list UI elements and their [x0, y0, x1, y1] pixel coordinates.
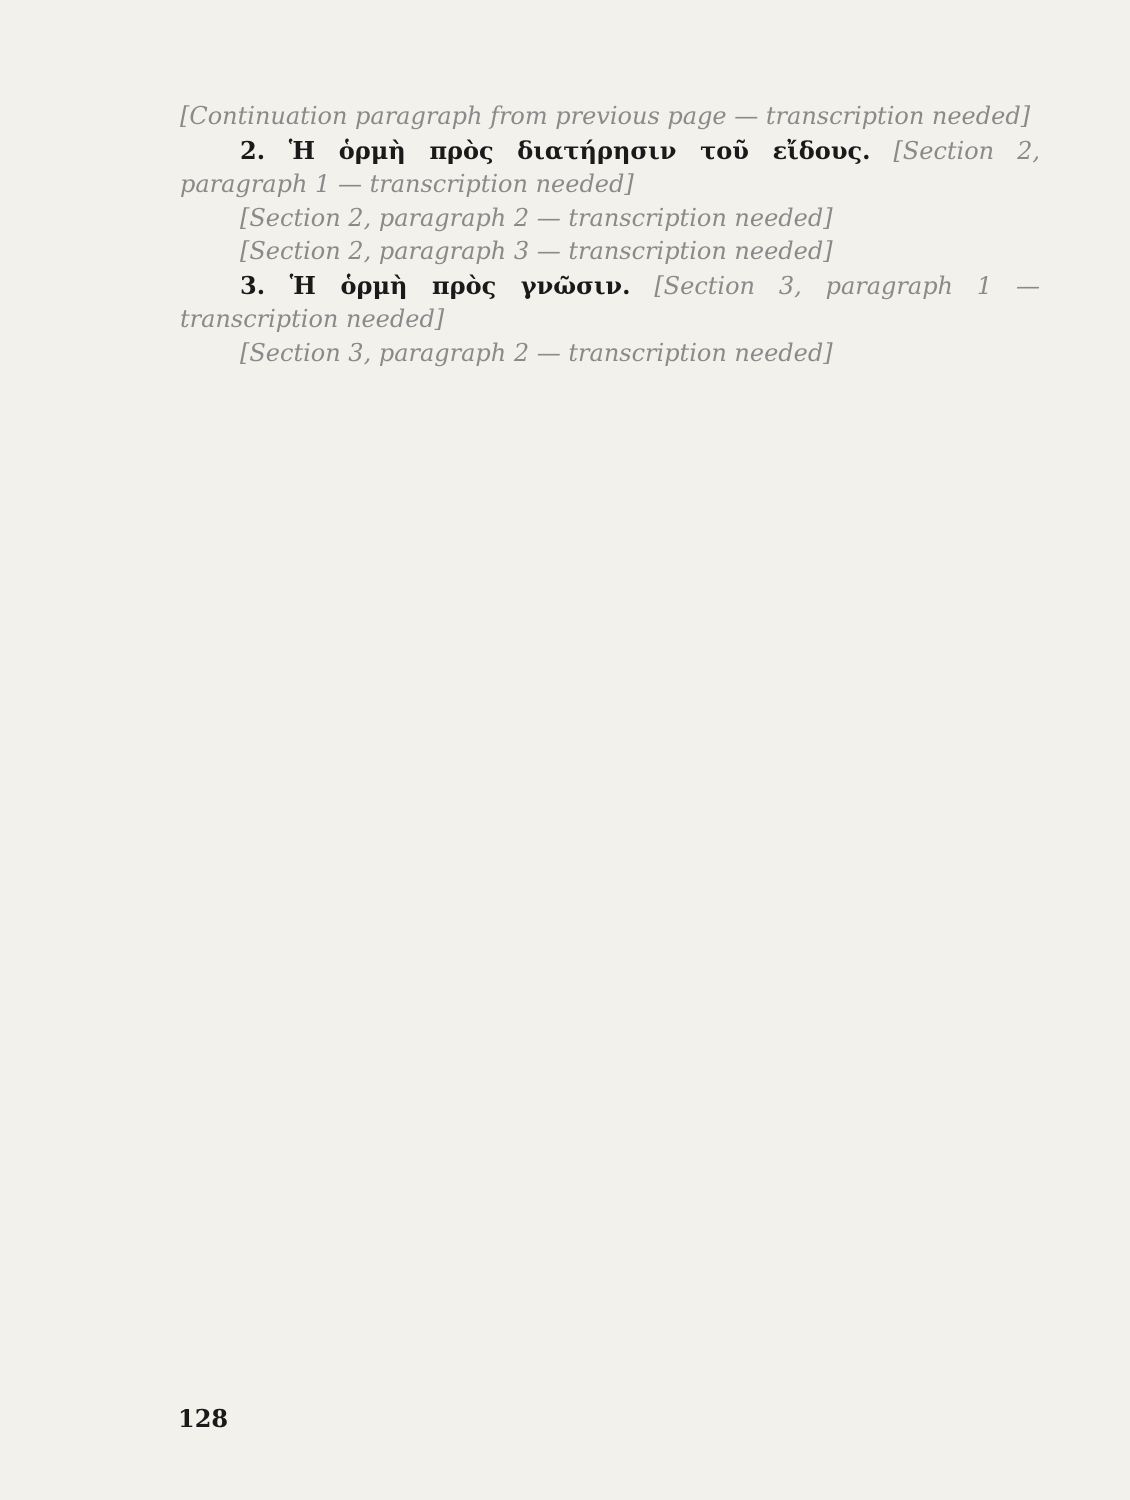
page-number: 128 [178, 1404, 229, 1433]
section-2-paragraph-1: 2. Ἡ ὁρμὴ πρὸς διατήρησιν τοῦ εἴδους. [Section 2, paragraph 1 — transcription needed] [180, 135, 1040, 198]
section-2-paragraph-3: [Section 2, paragraph 3 — transcription needed] [240, 237, 833, 265]
section-2-paragraph-2: [Section 2, paragraph 2 — transcription needed] [240, 203, 833, 232]
section-2-heading: 2. Ἡ ὁρμὴ πρὸς διατήρησιν τοῦ εἴδους. [240, 135, 871, 165]
section-3-paragraph-1: 3. Ἡ ὁρμὴ πρὸς γνῶσιν. [Section 3, paragraph 1 — transcription needed] [180, 270, 1040, 333]
body-text [180, 100, 1040, 370]
section-3-heading: 3. Ἡ ὁρμὴ πρὸς γνῶσιν. [240, 270, 631, 300]
section-3-paragraph-2: [Section 3, paragraph 2 — transcription needed] [240, 338, 833, 367]
continuation-paragraph: [Continuation paragraph from previous page — transcription needed] [180, 102, 1031, 130]
